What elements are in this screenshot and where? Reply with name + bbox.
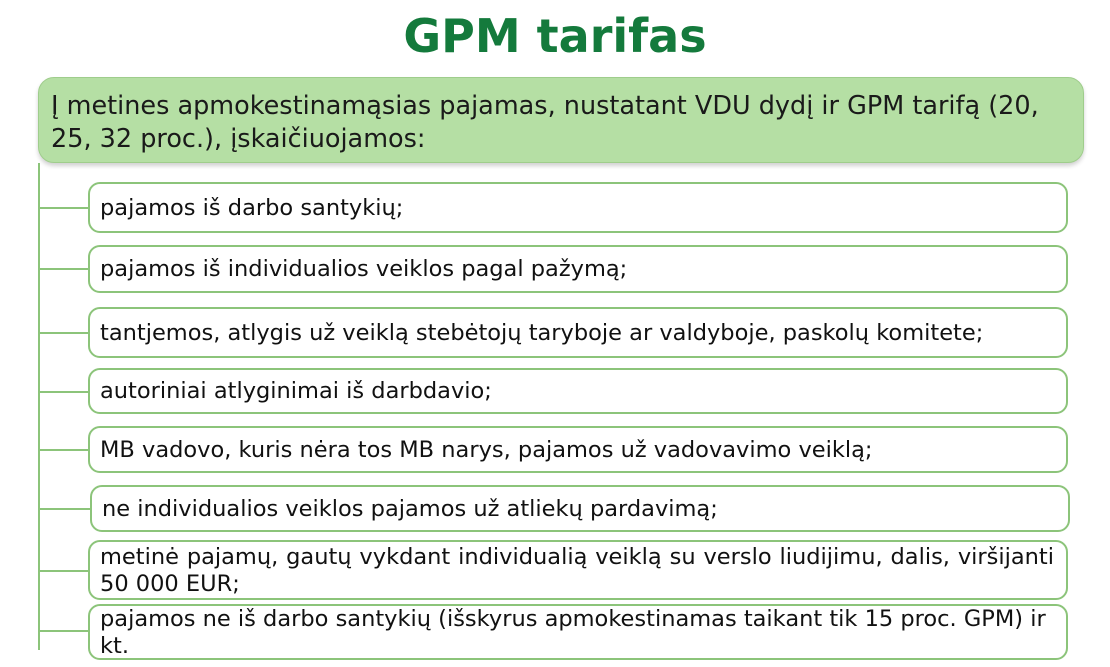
connector-2 (38, 268, 90, 270)
list-item-4: autoriniai atlyginimai iš darbdavio; (88, 368, 1068, 414)
list-item-6: ne individualios veiklos pajamos už atliekų pardavimą; (90, 485, 1070, 532)
connector-3 (38, 332, 90, 334)
vertical-connector (38, 163, 40, 650)
header-box: Į metines apmokestinamąsias pajamas, nustatant VDU dydį ir GPM tarifą (20, 25, 32 proc.), įskaičiuojamos: (38, 77, 1084, 163)
connector-4 (38, 391, 90, 393)
connector-6 (38, 508, 92, 510)
list-item-8: pajamos ne iš darbo santykių (išskyrus apmokestinamas taikant tik 15 proc. GPM) ir kt. (88, 604, 1068, 660)
connector-7 (38, 570, 90, 572)
list-item-7: metinė pajamų, gautų vykdant individualią veiklą su verslo liudijimu, dalis, viršijanti 50 000 EUR; (88, 540, 1068, 600)
page-title: GPM tarifas (403, 9, 707, 63)
list-item-1: pajamos iš darbo santykių; (88, 182, 1068, 233)
list-item-5: MB vadovo, kuris nėra tos MB narys, pajamos už vadovavimo veiklą; (88, 426, 1068, 473)
connector-8 (38, 630, 90, 632)
list-item-3: tantjemos, atlygis už veiklą stebėtojų taryboje ar valdyboje, paskolų komitete; (88, 307, 1068, 358)
connector-5 (38, 449, 90, 451)
list-item-2: pajamos iš individualios veiklos pagal pažymą; (88, 245, 1068, 293)
connector-1 (38, 207, 90, 209)
